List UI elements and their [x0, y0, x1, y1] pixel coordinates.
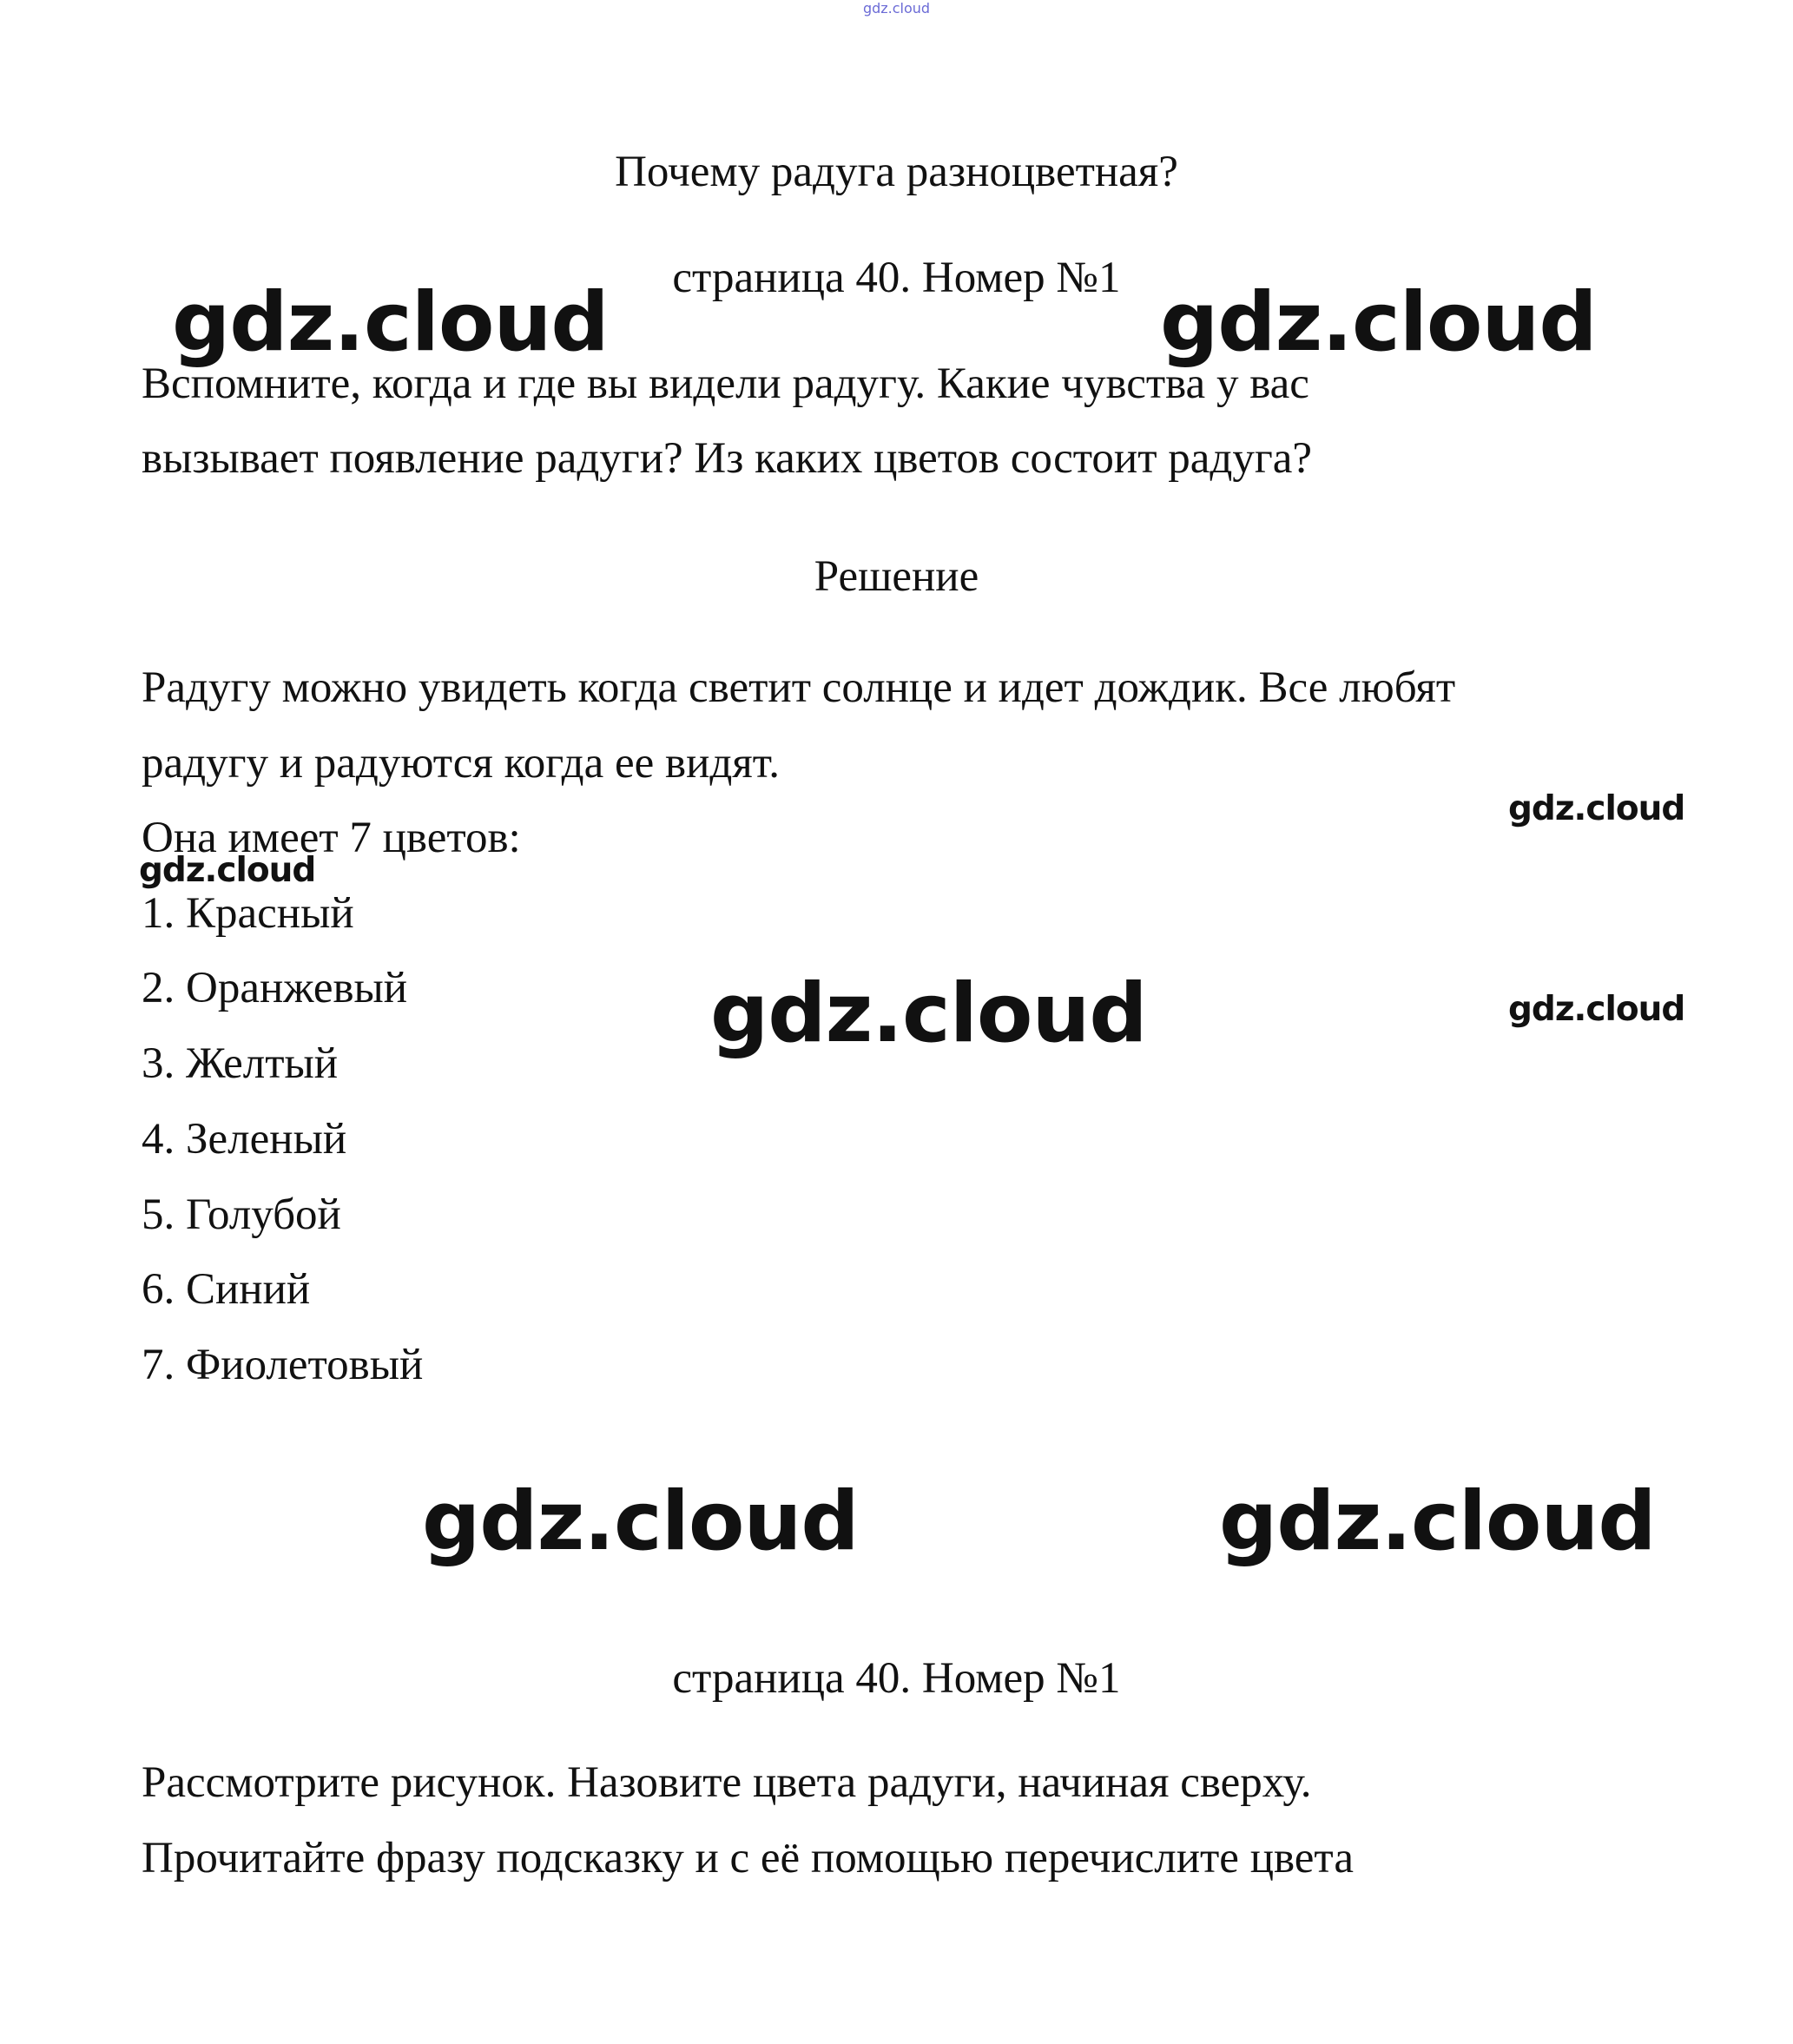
watermark: gdz.cloud — [1160, 275, 1597, 370]
section2-question-line-1: Рассмотрите рисунок. Назовите цвета радуги, начиная сверху. — [142, 1758, 1312, 1807]
watermark: gdz.cloud — [422, 1474, 859, 1569]
watermark: gdz.cloud — [1508, 789, 1685, 828]
site-link[interactable]: gdz.cloud — [862, 0, 931, 16]
solution-heading: Решение — [814, 552, 979, 601]
list-item: 7. Фиолетовый — [142, 1341, 424, 1389]
watermark: gdz.cloud — [1219, 1474, 1656, 1569]
list-item: 3. Желтый — [142, 1039, 339, 1088]
answer-line-2: радугу и радуются когда ее видят. — [142, 739, 780, 788]
watermark: gdz.cloud — [139, 851, 316, 890]
section2-page-label: страница 40. Номер №1 — [672, 1654, 1121, 1703]
list-item: 2. Оранжевый — [142, 964, 408, 1012]
watermark: gdz.cloud — [172, 275, 609, 370]
page-title: Почему радуга разноцветная? — [615, 148, 1178, 196]
section2-question-line-2: Прочитайте фразу подсказку и с её помощью перечислите цвета — [142, 1834, 1354, 1882]
list-item: 1. Красный — [142, 889, 354, 938]
watermark: gdz.cloud — [1508, 990, 1685, 1029]
watermark: gdz.cloud — [710, 966, 1147, 1061]
colors-intro: Она имеет 7 цветов: — [142, 814, 521, 862]
list-item: 6. Синий — [142, 1265, 311, 1314]
section1-question-line-1: Вспомните, когда и где вы видели радугу. Какие чувства у вас — [142, 359, 1309, 408]
list-item: 5. Голубой — [142, 1190, 341, 1239]
answer-line-1: Радугу можно увидеть когда светит солнце и идет дождик. Все любят — [142, 663, 1456, 712]
section1-page-label: страница 40. Номер №1 — [672, 254, 1121, 302]
list-item: 4. Зеленый — [142, 1115, 347, 1164]
section1-question-line-2: вызывает появление радуги? Из каких цветов состоит радуга? — [142, 434, 1313, 483]
